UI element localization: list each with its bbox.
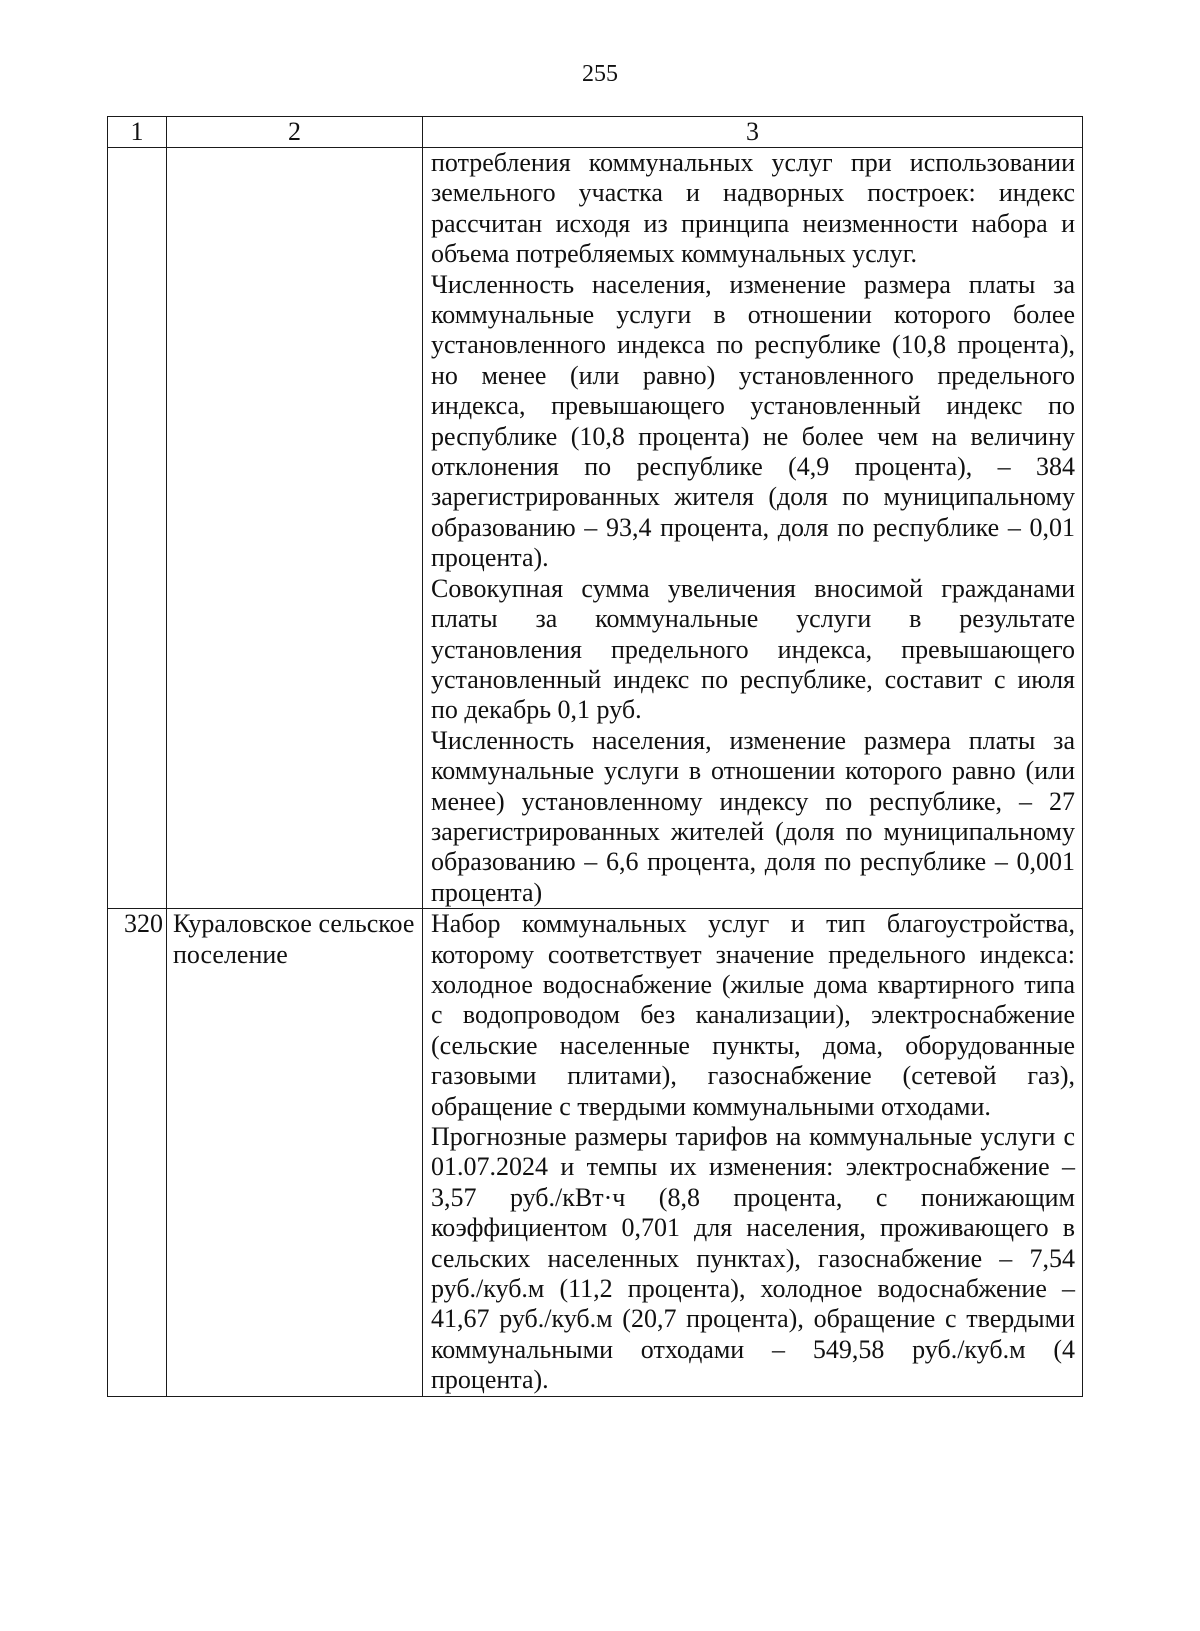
paragraph: Численность населения, изменение размера платы за коммунальные услуги в отношении которого равно (или менее) установленному индексу по республике, – 27 зарегистрированных жителей (доля по муниципальному образованию – 6,6 процента, доля по республике – 0,001 процента) — [431, 725, 1075, 907]
settlement-name: Кураловское сельское поселение — [167, 909, 423, 1397]
document-table — [107, 116, 1083, 1397]
paragraph: Набор коммунальных услуг и тип благоустройства, которому соответствует значение предельного индекса: холодное водоснабжение (жилые дома квартирного типа с водопроводом без канализации), электроснабжение (сельские населенные пункты, дома, оборудованные газовыми плитами), газоснабжение (сетевой газ), обращение с твердыми коммунальными отходами. — [431, 909, 1075, 1121]
row-number: 320 — [108, 909, 167, 1397]
column-header-3: 3 — [423, 117, 1083, 148]
table-row — [108, 148, 1083, 909]
paragraph: Совокупная сумма увеличения вносимой гражданами платы за коммунальные услуги в результате установления предельного индекса, превышающего установленный индекс по республике, составит с июля по декабрь 0,1 руб. — [431, 573, 1075, 725]
table-row — [108, 909, 1083, 1397]
page-number: 255 — [582, 61, 618, 87]
paragraph: потребления коммунальных услуг при использовании земельного участка и надворных построек: индекс рассчитан исходя из принципа неизменности набора и объема потребляемых коммунальных услуг. — [431, 148, 1075, 269]
description-cell — [423, 909, 1083, 1397]
paragraph: Прогнозные размеры тарифов на коммунальные услуги с 01.07.2024 и темпы их изменения: электроснабжение – 3,57 руб./кВт·ч (8,8 процента, с понижающим коэффициентом 0,701 для населения, проживающего в сельских населенных пунктах), газоснабжение – 7,54 руб./куб.м (11,2 процента), холодное водоснабжение – 41,67 руб./куб.м (20,7 процента), обращение с твердыми коммунальными отходами – 549,58 руб./куб.м (4 процента). — [431, 1122, 1075, 1395]
column-header-1: 1 — [108, 117, 167, 148]
settlement-name — [167, 148, 423, 909]
row-number — [108, 148, 167, 909]
table-header-row — [108, 117, 1083, 148]
paragraph: Численность населения, изменение размера платы за коммунальные услуги в отношении которого более установленного индекса по республике (10,8 процента), но менее (или равно) установленного предельного индекса, превышающего установленный индекс по республике (10,8 процента) не более чем на величину отклонения по республике (4,9 процента), – 384 зарегистрированных жителя (доля по муниципальному образованию – 93,4 процента, доля по республике – 0,01 процента). — [431, 269, 1075, 573]
column-header-2: 2 — [167, 117, 423, 148]
description-cell — [423, 148, 1083, 909]
